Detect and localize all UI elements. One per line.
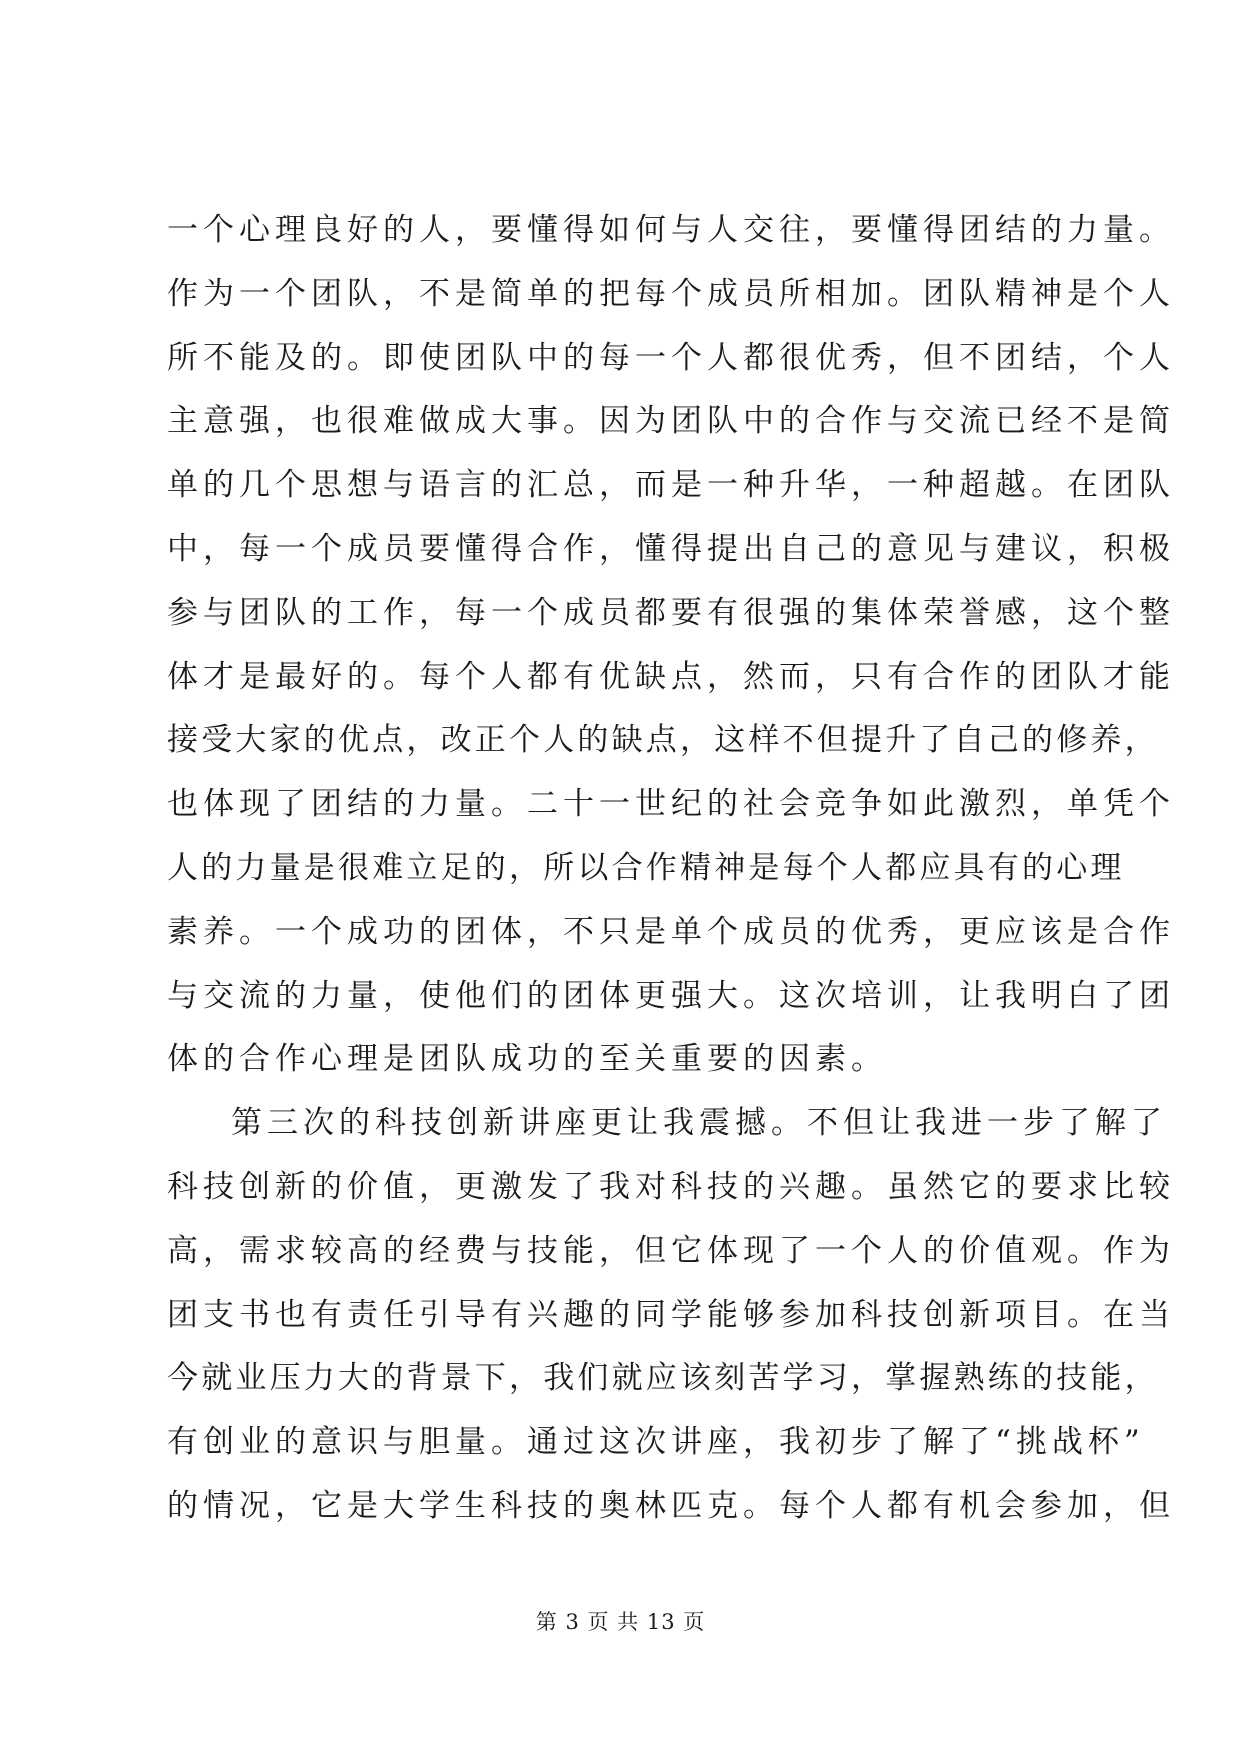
text-line: 与交流的力量，使他们的团体更强大。这次培训，让我明白了团 (167, 977, 1175, 1014)
text-line: 所不能及的。即使团队中的每一个人都很优秀，但不团结，个人 (167, 339, 1175, 376)
page-footer: 第 3 页 共 13 页 (535, 1610, 706, 1634)
paragraph-first-line: 第三次的科技创新讲座更让我震撼。不但让我进一步了解了 (231, 1105, 1167, 1142)
text-line: 体才是最好的。每个人都有优缺点，然而，只有合作的团队才能 (167, 658, 1175, 695)
text-line: 素养。一个成功的团体，不只是单个成员的优秀，更应该是合作 (167, 913, 1175, 950)
text-line: 有创业的意识与胆量。通过这次讲座，我初步了解了“挑战杯” (167, 1424, 1145, 1461)
text-line: 也体现了团结的力量。二十一世纪的社会竞争如此激烈，单凭个 (167, 786, 1175, 823)
text-line: 单的几个思想与语言的汇总，而是一种升华，一种超越。在团队 (167, 467, 1175, 504)
text-line: 团支书也有责任引导有兴趣的同学能够参加科技创新项目。在当 (167, 1296, 1175, 1333)
text-line: 作为一个团队，不是简单的把每个成员所相加。团队精神是个人 (167, 275, 1175, 312)
text-line: 参与团队的工作，每一个成员都要有很强的集体荣誉感，这个整 (167, 594, 1175, 631)
text-line: 体的合作心理是团队成功的至关重要的因素。 (167, 1041, 887, 1078)
text-line: 主意强，也很难做成大事。因为团队中的合作与交流已经不是简 (167, 403, 1175, 440)
text-line: 接受大家的优点，改正个人的缺点，这样不但提升了自己的修养， (167, 722, 1159, 759)
text-line: 今就业压力大的背景下，我们就应该刻苦学习，掌握熟练的技能， (167, 1360, 1159, 1397)
body-text (167, 206, 1175, 1546)
text-line: 科技创新的价值，更激发了我对科技的兴趣。虽然它的要求比较 (167, 1168, 1175, 1205)
text-line: 人的力量是很难立足的，所以合作精神是每个人都应具有的心理 (167, 849, 1125, 886)
text-line: 高，需求较高的经费与技能，但它体现了一个人的价值观。作为 (167, 1232, 1175, 1269)
text-line: 中，每一个成员要懂得合作，懂得提出自己的意见与建议，积极 (167, 530, 1175, 567)
text-line: 的情况，它是大学生科技的奥林匹克。每个人都有机会参加，但 (167, 1487, 1175, 1524)
text-line: 一个心理良好的人，要懂得如何与人交往，要懂得团结的力量。 (167, 212, 1175, 248)
